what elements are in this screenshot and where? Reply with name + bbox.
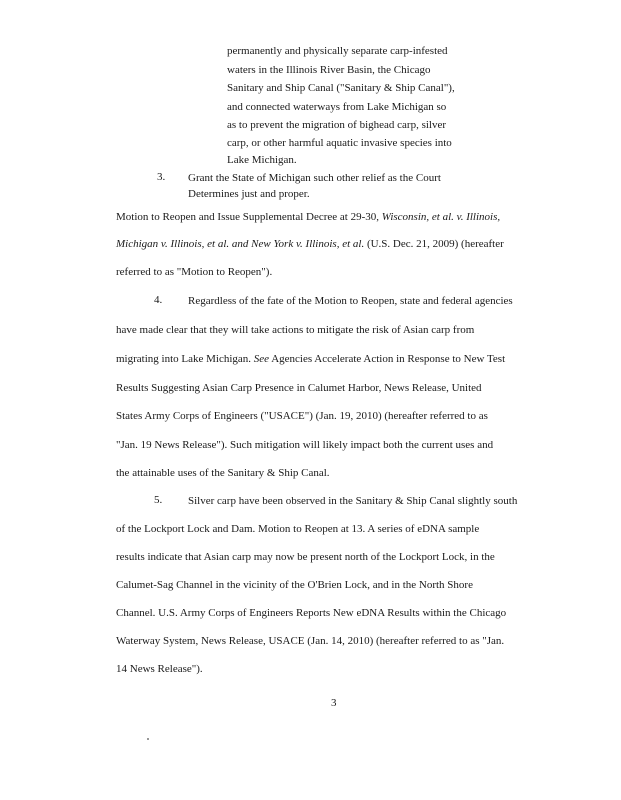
block-quote-line: Sanitary and Ship Canal ("Sanitary & Ship Canal"), — [227, 82, 455, 94]
case-citation: Michigan v. Illinois, et al. and New York v. Illinois, et al. — [116, 238, 365, 250]
paragraph-line: "Jan. 19 News Release"). Such mitigation will likely impact both the current uses and — [116, 439, 494, 451]
paragraph-text: migrating into Lake Michigan. — [116, 353, 254, 365]
paragraph-text: Agencies Accelerate Action in Response to New Test — [269, 353, 506, 365]
scan-speck — [147, 738, 149, 740]
paragraph-line: of the Lockport Lock and Dam. Motion to Reopen at 13. A series of eDNA sample — [116, 523, 480, 535]
block-quote-line: Lake Michigan. — [227, 154, 297, 166]
block-quote-line: permanently and physically separate carp-infested — [227, 45, 448, 57]
motion-text: Motion to Reopen and Issue Supplemental Decree at 29-30, — [116, 211, 382, 223]
motion-text: (U.S. Dec. 21, 2009) (hereafter — [364, 238, 504, 250]
paragraph-line: Silver carp have been observed in the Sanitary & Ship Canal slightly south — [188, 495, 518, 507]
item-number: 3. — [157, 171, 166, 183]
paragraph-number: 4. — [154, 294, 163, 306]
paragraph-line: Regardless of the fate of the Motion to Reopen, state and federal agencies — [188, 295, 513, 307]
paragraph-line: the attainable uses of the Sanitary & Ship Canal. — [116, 467, 330, 479]
paragraph-line: 14 News Release"). — [116, 663, 203, 675]
page-number: 3 — [331, 697, 337, 709]
block-quote-line: carp, or other harmful aquatic invasive species into — [227, 137, 452, 149]
paragraph-line: Results Suggesting Asian Carp Presence in Calumet Harbor, News Release, United — [116, 382, 482, 394]
paragraph-line: Channel. U.S. Army Corps of Engineers Reports New eDNA Results within the Chicago — [116, 607, 507, 619]
paragraph-line: Waterway System, News Release, USACE (Jan. 14, 2010) (hereafter referred to as "Jan. — [116, 635, 505, 647]
block-quote-line: as to prevent the migration of bighead carp, silver — [227, 119, 447, 131]
case-citation: Wisconsin, et al. v. Illinois, — [381, 211, 501, 223]
block-quote-line: waters in the Illinois River Basin, the Chicago — [227, 64, 431, 76]
paragraph-line: have made clear that they will take actions to mitigate the risk of Asian carp from — [116, 324, 475, 336]
paragraph-line: States Army Corps of Engineers ("USACE") (Jan. 19, 2010) (hereafter referred to as — [116, 410, 488, 422]
paragraph-line: results indicate that Asian carp may now be present north of the Lockport Lock, in the — [116, 551, 495, 563]
block-quote-line: and connected waterways from Lake Michigan so — [227, 101, 447, 113]
paragraph-line: Calumet-Sag Channel in the vicinity of the O'Brien Lock, and in the North Shore — [116, 579, 473, 591]
signal-word: See — [253, 353, 270, 365]
item3-line: Grant the State of Michigan such other relief as the Court — [188, 172, 441, 184]
paragraph-number: 5. — [154, 494, 163, 506]
motion-text: referred to as "Motion to Reopen"). — [116, 266, 273, 278]
item3-line: Determines just and proper. — [188, 188, 310, 200]
